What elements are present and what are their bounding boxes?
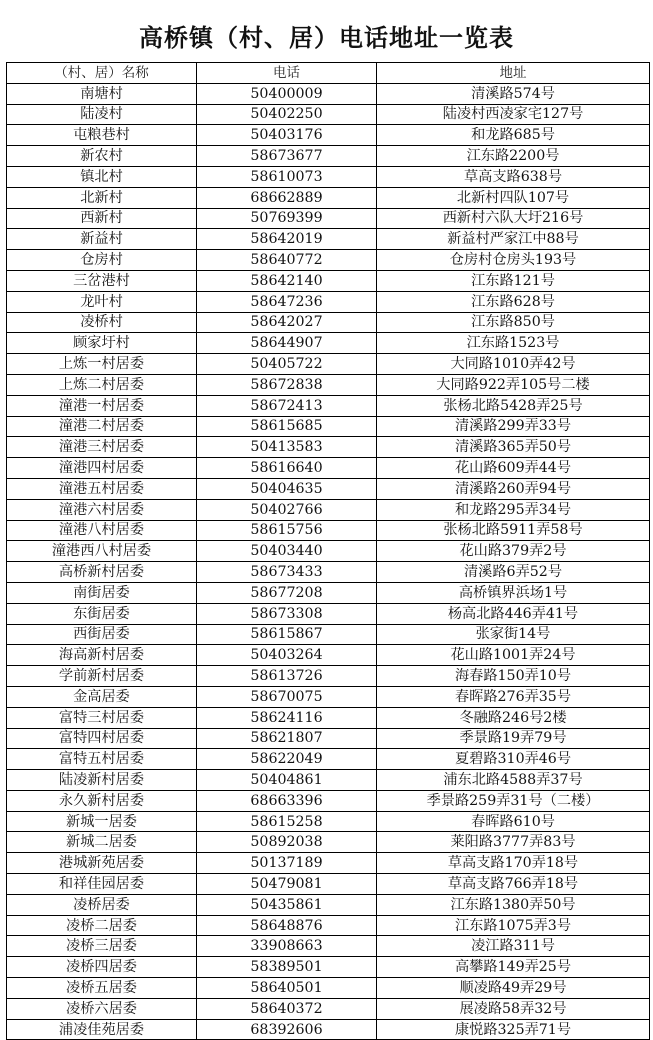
address-cell: 江东路1523号 [377, 333, 650, 354]
name-cell: 高桥新村居委 [7, 562, 197, 583]
table-row [7, 270, 650, 291]
name-cell: 屯粮巷村 [7, 125, 197, 146]
address-cell: 花山路1001弄24号 [377, 645, 650, 666]
name-cell: 浦凌佳苑居委 [7, 1019, 197, 1040]
address-cell: 康悦路325弄71号 [377, 1019, 650, 1040]
name-cell: 新农村 [7, 146, 197, 167]
address-cell: 冬融路246号2楼 [377, 707, 650, 728]
table-row [7, 790, 650, 811]
table-row [7, 707, 650, 728]
phone-cell: 58622049 [197, 749, 377, 770]
name-cell: 凌桥三居委 [7, 936, 197, 957]
name-cell: 新城二居委 [7, 832, 197, 853]
table-row [7, 83, 650, 104]
phone-cell: 58642019 [197, 229, 377, 250]
table-row [7, 582, 650, 603]
table-row [7, 998, 650, 1019]
name-cell: 凌桥二居委 [7, 915, 197, 936]
address-cell: 浦东北路4588弄37号 [377, 770, 650, 791]
phone-cell: 50479081 [197, 874, 377, 895]
table-row [7, 686, 650, 707]
table-row [7, 146, 650, 167]
phone-cell: 68662889 [197, 187, 377, 208]
phone-cell: 50404861 [197, 770, 377, 791]
name-cell: 凌桥村 [7, 312, 197, 333]
phone-cell: 50892038 [197, 832, 377, 853]
phone-cell: 58616640 [197, 458, 377, 479]
address-cell: 江东路628号 [377, 291, 650, 312]
name-cell: 南塘村 [7, 83, 197, 104]
name-cell: 三岔港村 [7, 270, 197, 291]
address-cell: 展凌路58弄32号 [377, 998, 650, 1019]
table-row [7, 208, 650, 229]
name-cell: 永久新村居委 [7, 790, 197, 811]
phone-cell: 58615685 [197, 416, 377, 437]
address-cell: 杨高北路446弄41号 [377, 603, 650, 624]
phone-cell: 58642140 [197, 270, 377, 291]
phone-cell: 58615258 [197, 811, 377, 832]
name-cell: 潼港三村居委 [7, 437, 197, 458]
table-row [7, 333, 650, 354]
table-row [7, 312, 650, 333]
name-cell: 凌桥六居委 [7, 998, 197, 1019]
table-row [7, 853, 650, 874]
table-row [7, 478, 650, 499]
phone-cell: 58640372 [197, 998, 377, 1019]
table-row [7, 811, 650, 832]
page-title: 高桥镇（村、居）电话地址一览表 [139, 24, 514, 52]
table-row [7, 499, 650, 520]
name-cell: 南街居委 [7, 582, 197, 603]
address-cell: 北新村四队107号 [377, 187, 650, 208]
phone-cell: 58613726 [197, 666, 377, 687]
address-cell: 季景路19弄79号 [377, 728, 650, 749]
table-row [7, 104, 650, 125]
phone-cell: 50435861 [197, 894, 377, 915]
phone-cell: 58621807 [197, 728, 377, 749]
address-cell: 花山路609弄44号 [377, 458, 650, 479]
address-cell: 春晖路610号 [377, 811, 650, 832]
name-cell: 港城新苑居委 [7, 853, 197, 874]
phone-cell: 58610073 [197, 166, 377, 187]
name-cell: 潼港四村居委 [7, 458, 197, 479]
address-cell: 张杨北路5428弄25号 [377, 395, 650, 416]
table-row [7, 541, 650, 562]
table-row [7, 978, 650, 999]
phone-cell: 58640501 [197, 978, 377, 999]
address-cell: 草高支路638号 [377, 166, 650, 187]
table-row [7, 166, 650, 187]
phone-cell: 58624116 [197, 707, 377, 728]
directory-table [6, 62, 650, 1040]
address-cell: 凌江路311号 [377, 936, 650, 957]
name-cell: 新益村 [7, 229, 197, 250]
name-cell: 镇北村 [7, 166, 197, 187]
phone-cell: 58642027 [197, 312, 377, 333]
name-cell: 凌桥四居委 [7, 957, 197, 978]
table-row [7, 374, 650, 395]
table-header-row [7, 63, 650, 84]
table-row [7, 874, 650, 895]
table-row [7, 770, 650, 791]
column-header-name: （村、居）名称 [7, 63, 197, 84]
phone-cell: 58677208 [197, 582, 377, 603]
phone-cell: 58648876 [197, 915, 377, 936]
table-row [7, 603, 650, 624]
column-header-phone: 电话 [197, 63, 377, 84]
phone-cell: 58389501 [197, 957, 377, 978]
address-cell: 西新村六队大圩216号 [377, 208, 650, 229]
phone-cell: 50404635 [197, 478, 377, 499]
table-row [7, 957, 650, 978]
name-cell: 海高新村居委 [7, 645, 197, 666]
address-cell: 草高支路766弄18号 [377, 874, 650, 895]
phone-cell: 68663396 [197, 790, 377, 811]
phone-cell: 58673308 [197, 603, 377, 624]
phone-cell: 33908663 [197, 936, 377, 957]
phone-cell: 58615756 [197, 520, 377, 541]
address-cell: 陆凌村西凌家宅127号 [377, 104, 650, 125]
address-cell: 新益村严家江中88号 [377, 229, 650, 250]
address-cell: 江东路1380弄50号 [377, 894, 650, 915]
table-row [7, 936, 650, 957]
table-row [7, 395, 650, 416]
table-row [7, 125, 650, 146]
name-cell: 富特五村居委 [7, 749, 197, 770]
phone-cell: 58647236 [197, 291, 377, 312]
address-cell: 清溪路365弄50号 [377, 437, 650, 458]
name-cell: 仓房村 [7, 250, 197, 271]
column-header-address: 地址 [377, 63, 650, 84]
phone-cell: 58670075 [197, 686, 377, 707]
table-row [7, 666, 650, 687]
name-cell: 潼港二村居委 [7, 416, 197, 437]
table-row [7, 749, 650, 770]
table-row [7, 458, 650, 479]
table-row [7, 1019, 650, 1040]
phone-cell: 50402766 [197, 499, 377, 520]
name-cell: 潼港一村居委 [7, 395, 197, 416]
phone-cell: 50405722 [197, 354, 377, 375]
phone-cell: 50769399 [197, 208, 377, 229]
phone-cell: 58673677 [197, 146, 377, 167]
phone-cell: 58672838 [197, 374, 377, 395]
phone-cell: 50402250 [197, 104, 377, 125]
name-cell: 潼港西八村居委 [7, 541, 197, 562]
address-cell: 大同路922弄105号二楼 [377, 374, 650, 395]
address-cell: 顺凌路49弄29号 [377, 978, 650, 999]
address-cell: 清溪路574号 [377, 83, 650, 104]
name-cell: 西街居委 [7, 624, 197, 645]
address-cell: 草高支路170弄18号 [377, 853, 650, 874]
table-row [7, 229, 650, 250]
name-cell: 和祥佳园居委 [7, 874, 197, 895]
address-cell: 花山路379弄2号 [377, 541, 650, 562]
name-cell: 顾家圩村 [7, 333, 197, 354]
address-cell: 夏碧路310弄46号 [377, 749, 650, 770]
address-cell: 和龙路295弄34号 [377, 499, 650, 520]
phone-cell: 50403440 [197, 541, 377, 562]
name-cell: 潼港五村居委 [7, 478, 197, 499]
name-cell: 龙叶村 [7, 291, 197, 312]
address-cell: 江东路2200号 [377, 146, 650, 167]
table-row [7, 894, 650, 915]
table-row [7, 416, 650, 437]
address-cell: 张家街14号 [377, 624, 650, 645]
table-row [7, 728, 650, 749]
address-cell: 大同路1010弄42号 [377, 354, 650, 375]
phone-cell: 58640772 [197, 250, 377, 271]
name-cell: 潼港六村居委 [7, 499, 197, 520]
table-row [7, 187, 650, 208]
address-cell: 清溪路299弄33号 [377, 416, 650, 437]
name-cell: 北新村 [7, 187, 197, 208]
phone-cell: 50137189 [197, 853, 377, 874]
phone-cell: 50413583 [197, 437, 377, 458]
table-row [7, 832, 650, 853]
name-cell: 凌桥居委 [7, 894, 197, 915]
name-cell: 新城一居委 [7, 811, 197, 832]
phone-cell: 58644907 [197, 333, 377, 354]
name-cell: 上炼一村居委 [7, 354, 197, 375]
phone-cell: 58615867 [197, 624, 377, 645]
address-cell: 张杨北路5911弄58号 [377, 520, 650, 541]
name-cell: 金高居委 [7, 686, 197, 707]
name-cell: 学前新村居委 [7, 666, 197, 687]
name-cell: 上炼二村居委 [7, 374, 197, 395]
name-cell: 凌桥五居委 [7, 978, 197, 999]
table-row [7, 520, 650, 541]
table-row [7, 437, 650, 458]
table-row [7, 915, 650, 936]
address-cell: 清溪路260弄94号 [377, 478, 650, 499]
table-row [7, 291, 650, 312]
address-cell: 和龙路685号 [377, 125, 650, 146]
address-cell: 江东路1075弄3号 [377, 915, 650, 936]
table-row [7, 624, 650, 645]
address-cell: 仓房村仓房头193号 [377, 250, 650, 271]
address-cell: 高攀路149弄25号 [377, 957, 650, 978]
address-cell: 莱阳路3777弄83号 [377, 832, 650, 853]
address-cell: 江东路121号 [377, 270, 650, 291]
phone-cell: 58673433 [197, 562, 377, 583]
table-row [7, 250, 650, 271]
table-body [7, 83, 650, 1040]
address-cell: 清溪路6弄52号 [377, 562, 650, 583]
name-cell: 潼港八村居委 [7, 520, 197, 541]
name-cell: 陆凌村 [7, 104, 197, 125]
phone-cell: 50400009 [197, 83, 377, 104]
table-row [7, 645, 650, 666]
phone-cell: 68392606 [197, 1019, 377, 1040]
phone-cell: 58672413 [197, 395, 377, 416]
address-cell: 春晖路276弄35号 [377, 686, 650, 707]
address-cell: 高桥镇界浜场1号 [377, 582, 650, 603]
phone-cell: 50403264 [197, 645, 377, 666]
table-row [7, 562, 650, 583]
name-cell: 富特四村居委 [7, 728, 197, 749]
address-cell: 海春路150弄10号 [377, 666, 650, 687]
name-cell: 西新村 [7, 208, 197, 229]
address-cell: 季景路259弄31号（二楼） [377, 790, 650, 811]
name-cell: 陆凌新村居委 [7, 770, 197, 791]
phone-cell: 50403176 [197, 125, 377, 146]
table-row [7, 354, 650, 375]
address-cell: 江东路850号 [377, 312, 650, 333]
name-cell: 东街居委 [7, 603, 197, 624]
name-cell: 富特三村居委 [7, 707, 197, 728]
